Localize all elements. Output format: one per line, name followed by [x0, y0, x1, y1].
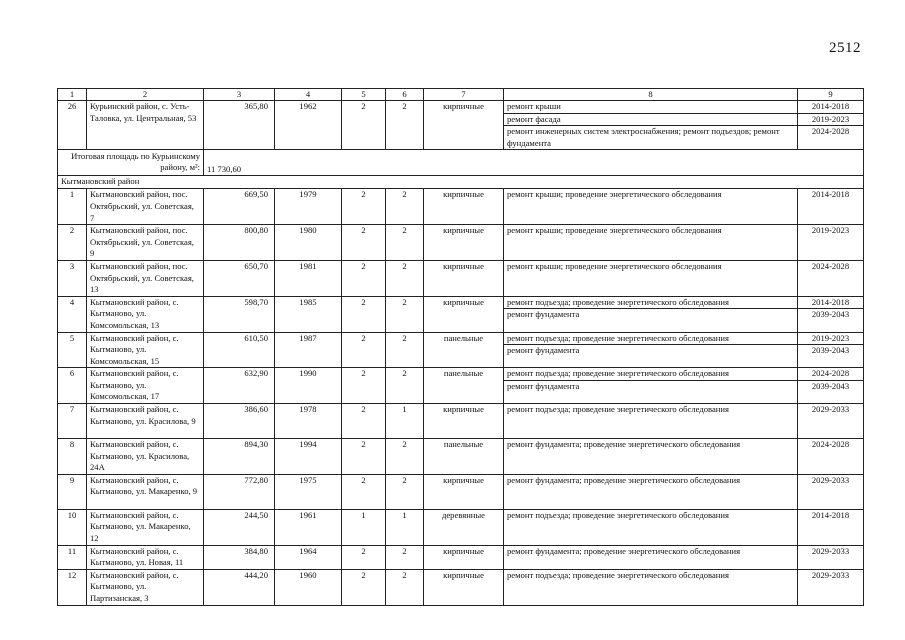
address-cell: Кытмановский район, с. Кытманово, ул. Макаренко, 12: [87, 509, 204, 545]
year-cell: 1960: [275, 569, 342, 605]
row-number: 9: [58, 474, 87, 509]
area-cell: 386,60: [204, 404, 275, 439]
period-cell: 2039-2043: [798, 380, 864, 403]
floors-cell: 2: [342, 189, 386, 225]
entrances-cell: 2: [386, 332, 424, 368]
work-cell: ремонт крыши: [504, 101, 798, 114]
year-cell: 1978: [275, 404, 342, 439]
table-row: [58, 509, 864, 545]
entrances-cell: 2: [386, 225, 424, 261]
district-row: [58, 176, 864, 189]
period-cell: 2014-2018: [798, 189, 864, 225]
address-cell: Кытмановский район, с. Кытманово, ул. Макаренко, 9: [87, 474, 204, 509]
page-number: 2512: [829, 40, 861, 56]
row-number: 8: [58, 439, 87, 475]
material-cell: панельные: [424, 332, 504, 368]
work-cell: ремонт фундамента; проведение энергетического обследования: [504, 545, 798, 569]
entrances-cell: 2: [386, 189, 424, 225]
period-cell: 2024-2028: [798, 439, 864, 475]
floors-cell: 2: [342, 439, 386, 475]
area-cell: 244,50: [204, 509, 275, 545]
period-cell: 2019-2023: [798, 225, 864, 261]
floors-cell: 2: [342, 368, 386, 404]
floors-cell: 1: [342, 509, 386, 545]
material-cell: кирпичные: [424, 474, 504, 509]
row-number: 4: [58, 296, 87, 332]
row-number: 2: [58, 225, 87, 261]
entrances-cell: 2: [386, 101, 424, 150]
address-cell: Кытмановский район, пос. Октябрьский, ул. Советская, 7: [87, 189, 204, 225]
work-cell: ремонт фасада: [504, 113, 798, 126]
row-number: 3: [58, 260, 87, 296]
table-row: [58, 474, 864, 509]
period-cell: 2024-2028: [798, 126, 864, 150]
year-cell: 1985: [275, 296, 342, 332]
material-cell: кирпичные: [424, 296, 504, 332]
material-cell: кирпичные: [424, 545, 504, 569]
row-number: 26: [58, 101, 87, 150]
district-name: Кытмановский район: [58, 176, 864, 189]
table-row: [58, 368, 864, 381]
area-cell: 894,30: [204, 439, 275, 475]
entrances-cell: 2: [386, 439, 424, 475]
period-cell: 2014-2018: [798, 296, 864, 309]
year-cell: 1981: [275, 260, 342, 296]
table-row: [58, 225, 864, 261]
floors-cell: 2: [342, 404, 386, 439]
area-cell: 610,50: [204, 332, 275, 368]
table-row: [58, 569, 864, 605]
area-cell: 772,80: [204, 474, 275, 509]
table-row: [58, 296, 864, 309]
address-cell: Кытмановский район, с. Кытманово, ул. Новая, 11: [87, 545, 204, 569]
address-cell: Кытмановский район, с. Кытманово, ул. Красилова, 24А: [87, 439, 204, 475]
table-row: [58, 189, 864, 225]
header-cell: 7: [424, 89, 504, 101]
work-cell: ремонт крыши; проведение энергетического обследования: [504, 189, 798, 225]
floors-cell: 2: [342, 545, 386, 569]
row-number: 6: [58, 368, 87, 404]
area-cell: 598,70: [204, 296, 275, 332]
work-cell: ремонт фундамента; проведение энергетического обследования: [504, 474, 798, 509]
header-cell: 3: [204, 89, 275, 101]
header-cell: 5: [342, 89, 386, 101]
floors-cell: 2: [342, 296, 386, 332]
work-cell: ремонт крыши; проведение энергетического обследования: [504, 225, 798, 261]
period-cell: 2019-2023: [798, 113, 864, 126]
entrances-cell: 2: [386, 569, 424, 605]
entrances-cell: 2: [386, 368, 424, 404]
total-row: [58, 150, 864, 176]
table-row: [58, 101, 864, 114]
address-cell: Кытмановский район, с. Кытманово, ул. Партизанская, 3: [87, 569, 204, 605]
period-cell: 2029-2033: [798, 569, 864, 605]
address-cell: Курьинский район, с. Усть-Таловка, ул. Центральная, 53: [87, 101, 204, 150]
period-cell: 2014-2018: [798, 509, 864, 545]
header-row: [58, 89, 864, 101]
address-cell: Кытмановский район, пос. Октябрьский, ул. Советская, 13: [87, 260, 204, 296]
period-cell: 2039-2043: [798, 345, 864, 368]
row-number: 7: [58, 404, 87, 439]
table-row: [58, 545, 864, 569]
period-cell: 2039-2043: [798, 309, 864, 332]
material-cell: панельные: [424, 439, 504, 475]
table-row: [58, 439, 864, 475]
address-cell: Кытмановский район, с. Кытманово, ул. Комсомольская, 17: [87, 368, 204, 404]
entrances-cell: 2: [386, 474, 424, 509]
period-cell: 2014-2018: [798, 101, 864, 114]
area-cell: 800,80: [204, 225, 275, 261]
address-cell: Кытмановский район, с. Кытманово, ул. Красилова, 9: [87, 404, 204, 439]
work-cell: ремонт фундамента: [504, 309, 798, 332]
material-cell: кирпичные: [424, 569, 504, 605]
floors-cell: 2: [342, 474, 386, 509]
year-cell: 1979: [275, 189, 342, 225]
entrances-cell: 2: [386, 545, 424, 569]
period-cell: 2024-2028: [798, 260, 864, 296]
floors-cell: 2: [342, 260, 386, 296]
total-label: Итоговая площадь по Курьинскому району, м²:: [58, 150, 204, 176]
table-row: [58, 332, 864, 345]
floors-cell: 2: [342, 101, 386, 150]
header-cell: 6: [386, 89, 424, 101]
period-cell: 2024-2028: [798, 368, 864, 381]
area-cell: 669,50: [204, 189, 275, 225]
entrances-cell: 1: [386, 404, 424, 439]
material-cell: панельные: [424, 368, 504, 404]
material-cell: кирпичные: [424, 404, 504, 439]
area-cell: 365,80: [204, 101, 275, 150]
area-cell: 384,80: [204, 545, 275, 569]
material-cell: кирпичные: [424, 225, 504, 261]
work-cell: ремонт подъезда; проведение энергетического обследования: [504, 296, 798, 309]
address-cell: Кытмановский район, с. Кытманово, ул. Комсомольская, 15: [87, 332, 204, 368]
work-cell: ремонт подъезда; проведение энергетического обследования: [504, 569, 798, 605]
year-cell: 1980: [275, 225, 342, 261]
header-cell: 8: [504, 89, 798, 101]
area-cell: 650,70: [204, 260, 275, 296]
header-cell: 1: [58, 89, 87, 101]
material-cell: деревянные: [424, 509, 504, 545]
row-number: 1: [58, 189, 87, 225]
row-number: 11: [58, 545, 87, 569]
period-cell: 2029-2033: [798, 545, 864, 569]
work-cell: ремонт фундамента; проведение энергетического обследования: [504, 439, 798, 475]
work-cell: ремонт фундамента: [504, 380, 798, 403]
year-cell: 1961: [275, 509, 342, 545]
floors-cell: 2: [342, 569, 386, 605]
year-cell: 1962: [275, 101, 342, 150]
year-cell: 1990: [275, 368, 342, 404]
header-cell: 9: [798, 89, 864, 101]
header-cell: 4: [275, 89, 342, 101]
total-value: 11 730,60: [204, 150, 864, 176]
repair-schedule-table: [57, 88, 864, 606]
entrances-cell: 2: [386, 260, 424, 296]
address-cell: Кытмановский район, пос. Октябрьский, ул. Советская, 9: [87, 225, 204, 261]
period-cell: 2029-2033: [798, 404, 864, 439]
material-cell: кирпичные: [424, 260, 504, 296]
address-cell: Кытмановский район, с. Кытманово, ул. Комсомольская, 13: [87, 296, 204, 332]
material-cell: кирпичные: [424, 189, 504, 225]
year-cell: 1975: [275, 474, 342, 509]
work-cell: ремонт подъезда; проведение энергетического обследования: [504, 509, 798, 545]
row-number: 12: [58, 569, 87, 605]
period-cell: 2029-2033: [798, 474, 864, 509]
work-cell: ремонт подъезда; проведение энергетического обследования: [504, 404, 798, 439]
work-cell: ремонт подъезда; проведение энергетического обследования: [504, 332, 798, 345]
year-cell: 1994: [275, 439, 342, 475]
material-cell: кирпичные: [424, 101, 504, 150]
area-cell: 632,90: [204, 368, 275, 404]
row-number: 10: [58, 509, 87, 545]
year-cell: 1964: [275, 545, 342, 569]
period-cell: 2019-2023: [798, 332, 864, 345]
row-number: 5: [58, 332, 87, 368]
work-cell: ремонт подъезда; проведение энергетического обследования: [504, 368, 798, 381]
header-cell: 2: [87, 89, 204, 101]
work-cell: ремонт фундамента: [504, 345, 798, 368]
floors-cell: 2: [342, 332, 386, 368]
work-cell: ремонт инженерных систем электроснабжения; ремонт подъездов; ремонт фундамента: [504, 126, 798, 150]
floors-cell: 2: [342, 225, 386, 261]
table-row: [58, 404, 864, 439]
table-row: [58, 260, 864, 296]
year-cell: 1987: [275, 332, 342, 368]
area-cell: 444,20: [204, 569, 275, 605]
entrances-cell: 1: [386, 509, 424, 545]
entrances-cell: 2: [386, 296, 424, 332]
work-cell: ремонт крыши; проведение энергетического обследования: [504, 260, 798, 296]
